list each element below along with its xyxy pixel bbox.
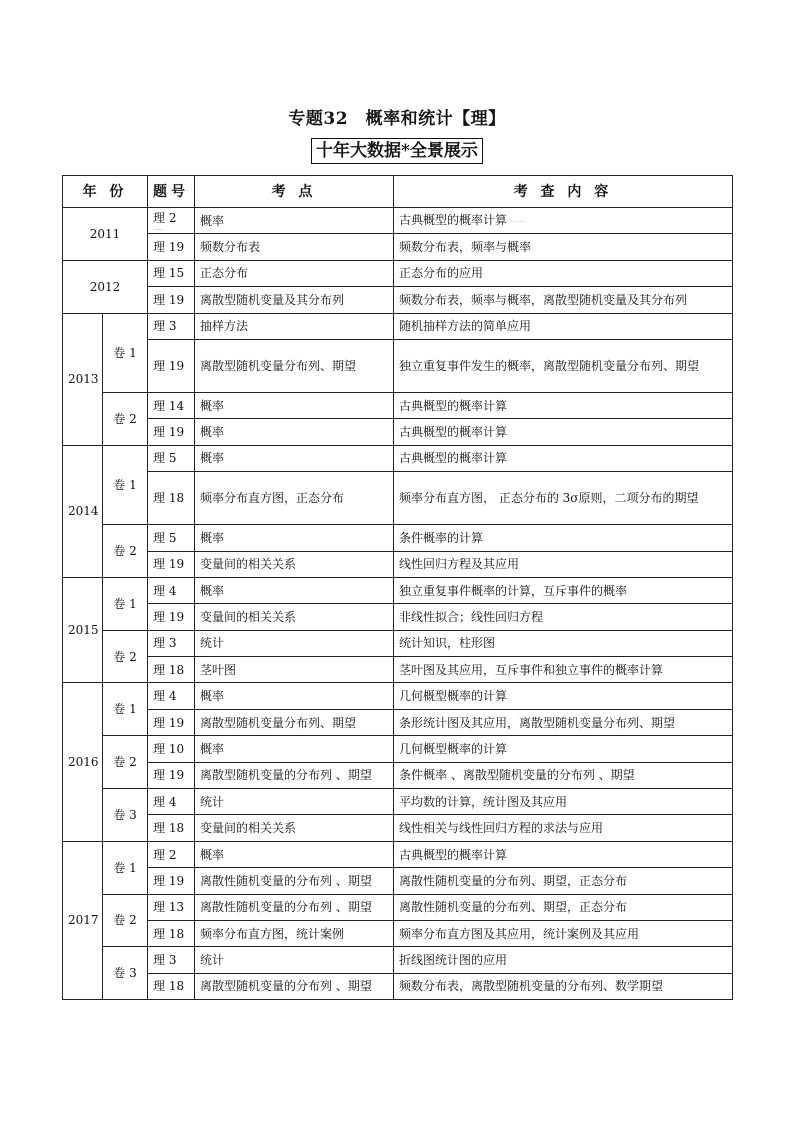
question-cell: 理 3: [148, 630, 195, 656]
content-cell: 古典概型的概率计算: [394, 445, 733, 471]
content-cell: 古典概型的概率计算: [394, 841, 733, 867]
topic-cell: 离散性随机变量的分布列 、期望: [195, 894, 394, 920]
content-cell: [394, 208, 733, 234]
topic-cell: 概率: [195, 736, 394, 762]
question-cell: 理 18: [148, 657, 195, 683]
volume-cell: 卷 1: [103, 577, 148, 630]
topic-cell: 概率: [195, 683, 394, 709]
table-row: [63, 577, 733, 603]
topic-cell: 统计: [195, 947, 394, 973]
year-cell: 2012: [63, 260, 148, 313]
content-cell: 频率分布直方图及其应用，统计案例及其应用: [394, 920, 733, 946]
content-cell: 非线性拟合；线性回归方程: [394, 604, 733, 630]
topic-cell: 变量间的相关关系: [195, 551, 394, 577]
content-cell: 离散性随机变量的分布列、期望，正态分布: [394, 868, 733, 894]
table-row: [63, 525, 733, 551]
content-cell: 折线图统计图的应用: [394, 947, 733, 973]
year-cell: 2017: [63, 841, 103, 999]
header-row: [63, 176, 733, 208]
content-cell: 频数分布表，频率与概率，离散型随机变量及其分布列: [394, 287, 733, 313]
content-cell: 离散性随机变量的分布列、期望，正态分布: [394, 894, 733, 920]
question-cell: 理 3: [148, 313, 195, 339]
content-cell: 古典概型的概率计算: [394, 419, 733, 445]
table-row: [63, 260, 733, 286]
question-cell: 理 19: [148, 234, 195, 260]
question-cell: 理 13: [148, 894, 195, 920]
content-text: 古典概型的概率计算: [399, 213, 508, 228]
table-row: [63, 683, 733, 709]
volume-cell: 卷 2: [103, 736, 148, 789]
topic-cell: 概率: [195, 841, 394, 867]
volume-cell: 卷 2: [103, 392, 148, 445]
table-row: [63, 234, 733, 260]
question-cell: [148, 208, 195, 234]
content-cell: 频数分布表，频率与概率: [394, 234, 733, 260]
content-cell: 线性相关与线性回归方程的求法与应用: [394, 815, 733, 841]
topic-cell: 概率: [195, 445, 394, 471]
topic-cell: 概率: [195, 208, 394, 234]
question-cell: 理 18: [148, 815, 195, 841]
header-content: 考 查 内 容: [394, 176, 733, 208]
content-cell: 正态分布的应用: [394, 260, 733, 286]
volume-cell: 卷 1: [103, 683, 148, 736]
subtitle: 十年大数据*全景展示: [311, 138, 483, 164]
content-cell: 随机抽样方法的简单应用: [394, 313, 733, 339]
volume-cell: 卷 2: [103, 525, 148, 578]
header-topic: 考 点: [195, 176, 394, 208]
question-cell: 理 4: [148, 683, 195, 709]
table-row: [63, 894, 733, 920]
topic-cell: 离散型随机变量的分布列 、期望: [195, 973, 394, 999]
topic-cell: 统计: [195, 789, 394, 815]
topic-cell: 离散性随机变量的分布列 、期望: [195, 868, 394, 894]
topic-cell: 茎叶图: [195, 657, 394, 683]
topic-cell: 概率: [195, 419, 394, 445]
tiny-mark: ............: [153, 226, 163, 232]
topic-cell: 离散型随机变量分布列、期望: [195, 709, 394, 735]
topic-cell: 离散型随机变量的分布列 、期望: [195, 762, 394, 788]
question-cell: 理 10: [148, 736, 195, 762]
table-row: [63, 445, 733, 471]
volume-cell: 卷 1: [103, 841, 148, 894]
topic-cell: 变量间的相关关系: [195, 604, 394, 630]
table-row: [63, 392, 733, 418]
table-row: [63, 736, 733, 762]
topic-cell: 离散型随机变量分布列、期望: [195, 339, 394, 392]
content-cell: 统计知识，柱形图: [394, 630, 733, 656]
table-row: [63, 920, 733, 946]
question-cell: 理 18: [148, 920, 195, 946]
question-cell: 理 19: [148, 419, 195, 445]
question-cell: 理 18: [148, 472, 195, 525]
table-row: [63, 789, 733, 815]
table-row: [63, 313, 733, 339]
topic-cell: 离散型随机变量及其分布列: [195, 287, 394, 313]
year-cell: 2015: [63, 577, 103, 683]
question-cell: 理 18: [148, 973, 195, 999]
content-cell: 条件概率 、离散型随机变量的分布列 、期望: [394, 762, 733, 788]
tiny-mark: ............: [510, 217, 527, 223]
topic-cell: 变量间的相关关系: [195, 815, 394, 841]
table-row: [63, 841, 733, 867]
table-row: [63, 551, 733, 577]
topic-cell: 频率分布直方图，正态分布: [195, 472, 394, 525]
volume-cell: 卷 3: [103, 947, 148, 1000]
table-row: [63, 709, 733, 735]
table-row: [63, 973, 733, 999]
table-row: [63, 287, 733, 313]
topic-cell: 频数分布表: [195, 234, 394, 260]
question-cell: 理 19: [148, 287, 195, 313]
table-row: [63, 419, 733, 445]
topic-cell: 概率: [195, 525, 394, 551]
content-cell: 古典概型的概率计算: [394, 392, 733, 418]
question-cell: 理 15: [148, 260, 195, 286]
content-cell: 线性回归方程及其应用: [394, 551, 733, 577]
question-cell: 理 19: [148, 709, 195, 735]
table-row: [63, 208, 733, 234]
volume-cell: 卷 2: [103, 630, 148, 683]
content-cell: 几何概型概率的计算: [394, 736, 733, 762]
volume-cell: 卷 2: [103, 894, 148, 947]
topic-cell: 频率分布直方图，统计案例: [195, 920, 394, 946]
content-cell: 独立重复事件发生的概率，离散型随机变量分布列、期望: [394, 339, 733, 392]
question-cell: 理 5: [148, 525, 195, 551]
content-cell: 独立重复事件概率的计算，互斥事件的概率: [394, 577, 733, 603]
table-row: [63, 630, 733, 656]
year-cell: 2013: [63, 313, 103, 445]
exam-topics-table: [62, 175, 733, 1000]
volume-cell: 卷 3: [103, 789, 148, 842]
content-cell: 频数分布表，离散型随机变量的分布列、数学期望: [394, 973, 733, 999]
content-cell: 频率分布直方图， 正态分布的 3σ原则，二项分布的期望: [394, 472, 733, 525]
question-cell: 理 4: [148, 577, 195, 603]
table-row: [63, 657, 733, 683]
content-cell: 几何概型概率的计算: [394, 683, 733, 709]
question-cell: 理 4: [148, 789, 195, 815]
question-cell: 理 19: [148, 339, 195, 392]
volume-cell: 卷 1: [103, 445, 148, 524]
subtitle-box: [0, 138, 794, 164]
question-cell: 理 19: [148, 762, 195, 788]
question-cell: 理 2: [148, 841, 195, 867]
question-cell: 理 5: [148, 445, 195, 471]
content-cell: 茎叶图及其应用，互斥事件和独立事件的概率计算: [394, 657, 733, 683]
topic-cell: 抽样方法: [195, 313, 394, 339]
topic-cell: 概率: [195, 392, 394, 418]
table-row: [63, 339, 733, 392]
content-cell: 平均数的计算，统计图及其应用: [394, 789, 733, 815]
question-code: 理 2: [153, 211, 177, 226]
question-cell: 理 19: [148, 604, 195, 630]
year-cell: 2016: [63, 683, 103, 841]
table-row: [63, 604, 733, 630]
question-cell: 理 3: [148, 947, 195, 973]
question-cell: 理 19: [148, 868, 195, 894]
topic-cell: 统计: [195, 630, 394, 656]
year-cell: 2011: [63, 208, 148, 261]
question-cell: 理 19: [148, 551, 195, 577]
table-row: [63, 762, 733, 788]
table-row: [63, 947, 733, 973]
page-title: 专题32 概率和统计【理】: [288, 109, 506, 129]
topic-cell: 概率: [195, 577, 394, 603]
topic-cell: 正态分布: [195, 260, 394, 286]
volume-cell: 卷 1: [103, 313, 148, 392]
table-row: [63, 472, 733, 525]
table-row: [63, 868, 733, 894]
content-cell: 条件概率的计算: [394, 525, 733, 551]
header-number: 题号: [148, 176, 195, 208]
question-cell: 理 14: [148, 392, 195, 418]
content-cell: 条形统计图及其应用，离散型随机变量分布列、期望: [394, 709, 733, 735]
year-cell: 2014: [63, 445, 103, 577]
table-row: [63, 815, 733, 841]
header-year: 年 份: [63, 176, 148, 208]
